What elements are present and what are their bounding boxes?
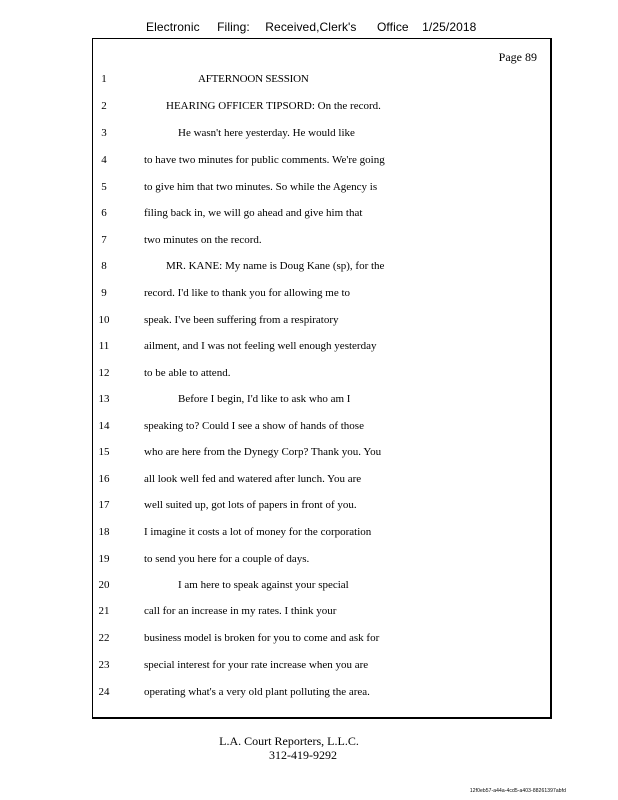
line-text: to have two minutes for public comments. We're going <box>144 154 385 166</box>
line-text: AFTERNOON SESSION <box>198 73 309 85</box>
court-reporter-phone: 312-419-9292 <box>269 748 337 762</box>
line-number: 6 <box>101 207 107 219</box>
transcript-line <box>0 338 618 354</box>
transcript-line <box>0 125 618 141</box>
line-number: 12 <box>98 367 110 379</box>
transcript-line <box>0 524 618 540</box>
transcript-line <box>0 285 618 301</box>
line-number: 14 <box>98 420 110 432</box>
transcript-line <box>0 152 618 168</box>
transcript-line <box>0 630 618 646</box>
line-text: operating what's a very old plant polluting the area. <box>144 686 370 698</box>
line-text: special interest for your rate increase when you are <box>144 659 369 671</box>
transcript-line <box>0 391 618 407</box>
page-number: Page 89 <box>498 50 537 64</box>
line-text: to send you here for a couple of days. <box>144 553 310 565</box>
line-number: 11 <box>98 340 110 352</box>
line-number: 17 <box>98 499 110 511</box>
line-number: 20 <box>98 579 110 591</box>
line-text: who are here from the Dynegy Corp? Thank you. You <box>144 446 382 458</box>
line-number: 13 <box>98 393 110 405</box>
line-text: call for an increase in my rates. I think your <box>144 605 337 617</box>
line-text: well suited up, got lots of papers in front of you. <box>144 499 357 511</box>
line-text: MR. KANE: My name is Doug Kane (sp), for the <box>166 260 385 272</box>
line-text: He wasn't here yesterday. He would like <box>178 127 355 139</box>
filing-stamp-part1: Electronic <box>146 20 200 34</box>
transcript-line <box>0 684 618 700</box>
line-text: two minutes on the record. <box>144 234 262 246</box>
document-id: 12f0eb57-a44a-4cd5-a403-88261397abfd <box>469 788 566 794</box>
line-number: 21 <box>98 605 110 617</box>
line-text: filing back in, we will go ahead and give him that <box>144 207 363 219</box>
line-number: 3 <box>101 127 107 139</box>
line-text: speaking to? Could I see a show of hands of those <box>144 420 364 432</box>
line-number: 1 <box>101 73 107 85</box>
transcript-line <box>0 179 618 195</box>
line-number: 19 <box>98 553 110 565</box>
line-text: to be able to attend. <box>144 367 231 379</box>
line-number: 15 <box>98 446 110 458</box>
transcript-line <box>0 98 618 114</box>
transcript-line <box>0 551 618 567</box>
filing-stamp-date: 1/25/2018 <box>422 20 477 34</box>
line-text: I am here to speak against your special <box>178 579 349 591</box>
filing-stamp <box>146 20 476 34</box>
transcript-line <box>0 444 618 460</box>
line-number: 24 <box>98 686 110 698</box>
transcript-line <box>0 418 618 434</box>
transcript-line <box>0 365 618 381</box>
transcript-line <box>0 603 618 619</box>
line-text: to give him that two minutes. So while the Agency is <box>144 181 378 193</box>
line-number: 16 <box>98 473 110 485</box>
line-number: 22 <box>98 632 110 644</box>
line-text: I imagine it costs a lot of money for the corporation <box>144 526 372 538</box>
transcript-line <box>0 71 618 87</box>
line-text: all look well fed and watered after lunch. You are <box>144 473 362 485</box>
line-number: 18 <box>98 526 110 538</box>
line-text: record. I'd like to thank you for allowing me to <box>144 287 351 299</box>
filing-stamp-part2: Filing: <box>217 20 250 34</box>
line-number: 8 <box>101 260 107 272</box>
transcript-line <box>0 312 618 328</box>
transcript-line <box>0 258 618 274</box>
transcript-line <box>0 577 618 593</box>
transcript-line <box>0 205 618 221</box>
line-text: speak. I've been suffering from a respiratory <box>144 314 339 326</box>
filing-stamp-part3: Received,Clerk's <box>265 20 357 34</box>
transcript-line <box>0 232 618 248</box>
filing-stamp-part4: Office <box>376 20 409 34</box>
line-number: 7 <box>101 234 107 246</box>
line-number: 9 <box>101 287 107 299</box>
line-number: 2 <box>101 100 107 112</box>
line-number: 10 <box>98 314 110 326</box>
line-number: 23 <box>98 659 110 671</box>
line-text: business model is broken for you to come and ask for <box>144 632 380 644</box>
transcript-line <box>0 497 618 513</box>
line-text: ailment, and I was not feeling well enough yesterday <box>144 340 377 352</box>
transcript-line <box>0 657 618 673</box>
transcript-line <box>0 471 618 487</box>
line-text: HEARING OFFICER TIPSORD: On the record. <box>166 100 381 112</box>
line-number: 5 <box>101 181 107 193</box>
court-reporter-name: L.A. Court Reporters, L.L.C. <box>219 734 359 748</box>
line-number: 4 <box>101 154 107 166</box>
line-text: Before I begin, I'd like to ask who am I <box>178 393 351 405</box>
